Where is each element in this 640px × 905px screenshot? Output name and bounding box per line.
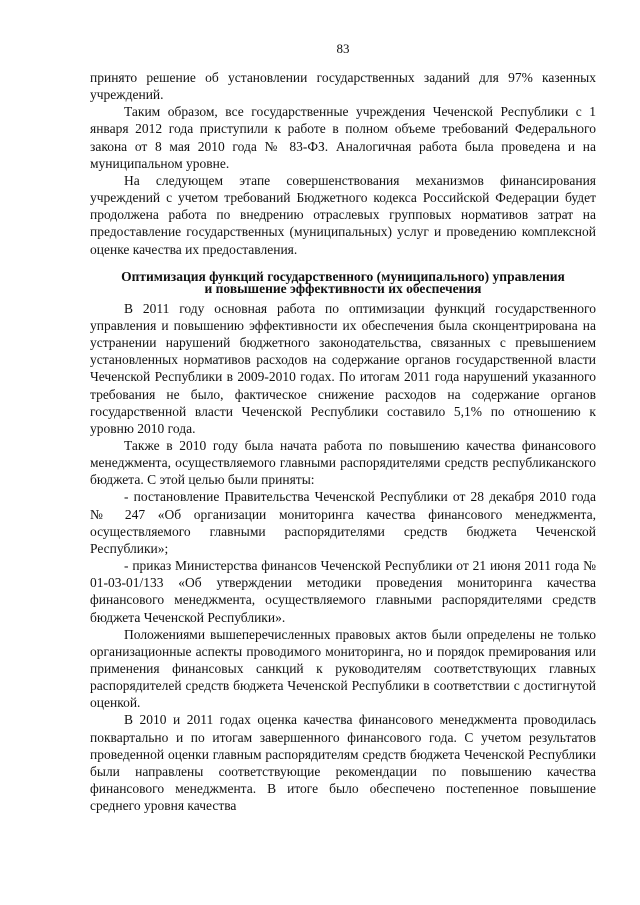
paragraph-financial-management: Также в 2010 году была начата работа по повышению качества финансового менеджмента, осуществляемого главными распорядителями средств республиканского бюджета. С этой целью были приняты: <box>90 437 596 488</box>
paragraph-assessment: В 2010 и 2011 годах оценка качества финансового менеджмента проводилась поквартально и по итогам завершенного финансового года. С учетом результатов проведенной оценки главным распорядителям средств бюджета Чеченской Республики были направлены соответствующие рекомендации по повышению качества финансового менеджмента. В итоге было обеспечено постепенное повышение среднего уровня качества <box>90 712 596 814</box>
section-heading-line-1: Оптимизация функций государственного (муниципального) управления <box>121 268 565 284</box>
paragraph-next-stage: На следующем этапе совершенствования механизмов финансирования учреждений с учетом требований Бюджетного кодекса Российской Федерации будет продолжена работа по внедрению отраслевых групповых нормативов затрат на предоставление государственных (муниципальных) услуг и проведению комплексной оценке качества их предоставления. <box>90 172 596 257</box>
document-page <box>90 0 596 905</box>
list-item-order: - приказ Министерства финансов Чеченской Республики от 21 июня 2011 года № 01-03-01/133 «Об утверждении методики проведения мониторинга качества финансового менеджмента, осуществляемого главными распорядителями средств бюджета Чеченской Республики». <box>90 558 596 625</box>
paragraph-continuation: принято решение об установлении государственных заданий для 97% казенных учреждений. <box>90 70 596 103</box>
paragraph-2011-work: В 2011 году основная работа по оптимизации функций государственного управления и повышению эффективности их обеспечения была сконцентрирована на устранении нарушений бюджетного законодательства, связанных с превышением установленных нормативов расходов на содержание органов государственной власти Чеченской Республики в 2009-2010 годах. По итогам 2011 года нарушений указанного требования не было, фактическое снижение расходов на содержание органов государственной власти Чеченской Республики составило 5,1% по отношению к уровню 2010 года. <box>90 300 596 436</box>
page-number: 83 <box>336 41 350 56</box>
document-body <box>90 69 596 814</box>
section-heading <box>90 268 596 296</box>
list-item-resolution: - постановление Правительства Чеченской Республики от 28 декабря 2010 года № 247 «Об организации мониторинга качества финансового менеджмента, осуществляемого главными распорядителями средств бюджета Чеченской Республики»; <box>90 489 596 556</box>
paragraph-transition-summary: Таким образом, все государственные учреждения Чеченской Республики с 1 января 2012 года приступили к работе в полном объеме требований Федерального закона от 8 мая 2010 года № 83-ФЗ. Аналогичная работа была проведена и на муниципальном уровне. <box>90 104 596 171</box>
paragraph-provisions: Положениями вышеперечисленных правовых актов были определены не только организационные аспекты проводимого мониторинга, но и порядок премирования или применения финансовых санкций к руководителям соответствующих главных распорядителей средств бюджета Чеченской Республики в соответствии с достигнутой оценкой. <box>90 626 596 711</box>
section-heading-line-2: и повышение эффективности их обеспечения <box>204 280 482 296</box>
